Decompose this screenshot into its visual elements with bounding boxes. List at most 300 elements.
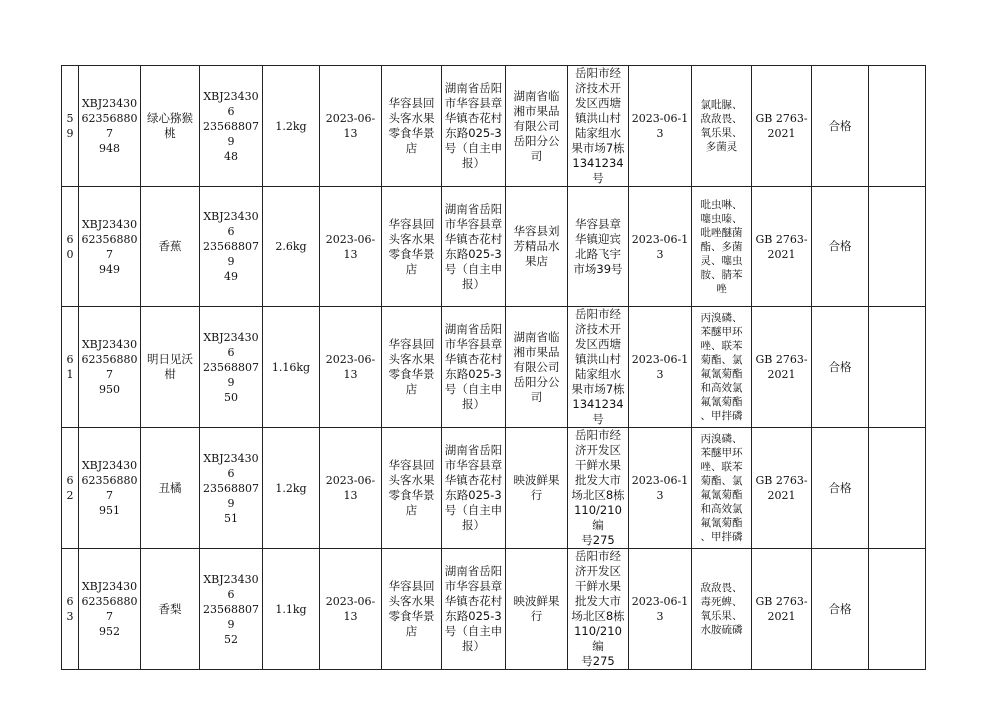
standard-cell-line: GB 2763-: [755, 112, 808, 125]
producer-address-cell-line: 岳阳市经: [575, 428, 621, 442]
sample-code-cell-line: XBJ23430: [81, 217, 138, 231]
producer-name-cell-line: 岳阳分公: [513, 374, 560, 389]
producer-name-cell-line: 有限公司: [513, 118, 560, 133]
seller-address-cell-line: 市华容县章: [444, 216, 503, 231]
sample-name-cell-lines: [143, 352, 197, 382]
sample-name-cell: [141, 66, 200, 187]
producer-address-cell: [568, 307, 629, 428]
report-code-cell-line: 51: [224, 511, 238, 525]
sample-code-cell-line: 951: [99, 504, 120, 517]
report-code-cell-line: XBJ234306: [203, 89, 259, 118]
producer-name-cell: [506, 428, 568, 549]
producer-address-cell-line: 济开发区: [575, 443, 621, 457]
sample-code-cell-lines: [81, 96, 138, 156]
sampling-date-cell-line: 2023-06-: [325, 595, 376, 608]
sample-name-cell-lines: [143, 602, 197, 617]
table-row: [62, 66, 926, 187]
sample-code-cell-line: 623568807: [81, 595, 138, 623]
seller-name-cell: [382, 549, 442, 670]
test-date-cell: 2023-06-13: [629, 549, 692, 670]
report-code-cell-line: 235688079: [203, 360, 259, 389]
producer-address-cell-lines: [570, 66, 626, 186]
table-body: [62, 66, 926, 670]
producer-address-cell-line: 110/210编: [574, 624, 622, 653]
standard-cell-lines: [754, 111, 809, 141]
test-items-cell: [692, 66, 752, 187]
report-code-cell-lines: [202, 89, 260, 164]
sampling-date-cell: [320, 187, 382, 307]
producer-name-cell: [506, 307, 568, 428]
sampling-date-cell-line: 2023-06-: [325, 112, 376, 125]
standard-cell-line: 2021: [767, 368, 796, 381]
producer-name-cell-line: 芳精品水: [513, 239, 560, 253]
test-items-cell-line: 灵、噻虫: [700, 254, 743, 267]
producer-address-cell-line: 北路飞宇: [575, 246, 621, 261]
sampling-date-cell-line: 13: [343, 489, 358, 502]
sample-code-cell-lines: [81, 458, 138, 518]
producer-name-cell-line: 司: [530, 389, 543, 404]
sample-name-cell-line: 香蕉: [158, 239, 182, 253]
standard-cell: [752, 428, 812, 549]
producer-name-cell-lines: [508, 330, 565, 405]
producer-address-cell-line: 场北区8栋: [571, 488, 625, 502]
report-code-cell-lines: [202, 330, 260, 405]
test-items-cell-line: 丙溴磷、: [700, 433, 743, 445]
test-items-cell-lines: [694, 98, 749, 154]
test-items-cell-line: 、甲拌磷: [700, 531, 743, 543]
result-cell: 合格: [812, 307, 869, 428]
producer-address-cell-line: 陆家组水: [575, 126, 621, 140]
standard-cell-lines: [754, 352, 809, 382]
seller-name-cell-line: 头客水果: [388, 352, 435, 366]
note-cell: [869, 307, 926, 428]
producer-name-cell-line: 行: [530, 488, 543, 502]
sample-name-cell-line: 明日见沃: [147, 352, 193, 366]
standard-cell: [752, 187, 812, 307]
producer-address-cell-line: 济技术开: [575, 81, 621, 95]
sample-name-cell-line: 绿心猕猴: [147, 111, 193, 125]
seller-address-cell-line: 市华容县章: [444, 96, 503, 110]
producer-address-cell-lines: [570, 217, 626, 277]
producer-name-cell-line: 映波鲜果: [513, 594, 560, 608]
test-items-cell-lines: [694, 432, 749, 544]
standard-cell-line: GB 2763-: [755, 595, 808, 608]
sample-code-cell-line: 623568807: [81, 353, 138, 381]
producer-name-cell-line: 岳阳分公: [513, 133, 560, 148]
sample-code-cell-line: 952: [99, 625, 120, 638]
producer-address-cell-line: 批发大市: [575, 594, 621, 608]
result-cell: 合格: [812, 187, 869, 307]
test-items-cell-line: 氧乐果、: [700, 610, 743, 622]
producer-name-cell: [506, 66, 568, 187]
sample-weight-cell: 1.1kg: [263, 549, 320, 670]
sample-code-cell: [79, 307, 141, 428]
report-code-cell-line: 235688079: [203, 240, 259, 268]
producer-address-cell-line: 华容县章: [575, 216, 621, 231]
producer-address-cell-line: 发区西塘: [575, 337, 621, 351]
sample-name-cell: [141, 307, 200, 428]
sample-code-cell-lines: [81, 337, 138, 397]
standard-cell-lines: [754, 594, 809, 624]
table-row: [62, 428, 926, 549]
test-items-cell-line: 酯、多菌: [700, 240, 743, 253]
sample-code-cell-line: XBJ23430: [81, 338, 138, 351]
test-items-cell-line: 敌敌畏、: [700, 582, 743, 594]
test-items-cell: [692, 549, 752, 670]
report-code-cell-line: XBJ234306: [203, 330, 259, 359]
seller-name-cell-lines: [384, 96, 439, 156]
producer-address-cell: [568, 428, 629, 549]
seller-address-cell-line: 华镇杏花村: [444, 594, 503, 608]
report-code-cell-lines: [202, 451, 260, 526]
seller-address-cell-line: 华镇杏花村: [444, 231, 503, 246]
test-date-cell: 2023-06-13: [629, 307, 692, 428]
seller-address-cell: [442, 187, 506, 307]
sampling-date-cell-line: 13: [343, 368, 358, 381]
note-cell: [869, 428, 926, 549]
producer-name-cell-line: 湖南省临: [513, 88, 560, 103]
test-items-cell-line: 氟氰菊酯: [700, 368, 743, 380]
sample-name-cell-line: 桃: [164, 126, 176, 140]
seller-name-cell-line: 零食华景: [388, 488, 435, 502]
producer-name-cell-lines: [508, 89, 565, 164]
seller-name-cell-lines: [384, 337, 439, 397]
producer-name-cell: [506, 187, 568, 307]
test-items-cell-lines: [694, 581, 749, 637]
row-number-cell: 61: [62, 307, 79, 428]
table-row: [62, 549, 926, 670]
seller-address-cell-line: 东路025-3: [445, 367, 502, 381]
producer-address-cell-line: 发区西塘: [575, 96, 621, 110]
standard-cell-line: 2021: [767, 127, 796, 140]
note-cell: [869, 187, 926, 307]
test-items-cell-line: 唑、联苯: [700, 461, 743, 473]
report-code-cell-line: 50: [224, 390, 238, 404]
seller-name-cell-line: 店: [405, 141, 418, 155]
seller-address-cell-lines: [444, 443, 503, 533]
report-code-cell: [200, 549, 263, 670]
producer-address-cell-lines: [570, 549, 626, 669]
report-code-cell: [200, 307, 263, 428]
standard-cell: [752, 549, 812, 670]
sample-name-cell: [141, 187, 200, 307]
report-code-cell: [200, 66, 263, 187]
standard-cell-lines: [754, 232, 809, 262]
test-items-cell: [692, 307, 752, 428]
seller-name-cell: [382, 307, 442, 428]
producer-name-cell-line: 湖南省临: [513, 329, 560, 344]
report-code-cell-line: 48: [224, 149, 238, 163]
seller-name-cell-line: 华容县回: [388, 216, 435, 231]
standard-cell-line: 2021: [767, 247, 796, 261]
test-items-cell-line: 氟氰菊酯: [700, 517, 743, 529]
producer-address-cell-line: 1341234号: [572, 397, 624, 426]
producer-name-cell-line: 映波鲜果: [513, 473, 560, 487]
sample-name-cell-lines: [143, 481, 197, 496]
test-items-cell: [692, 187, 752, 307]
producer-address-cell-line: 岳阳市经: [575, 66, 621, 80]
sample-code-cell: [79, 187, 141, 307]
sample-weight-cell: 1.2kg: [263, 66, 320, 187]
standard-cell-line: GB 2763-: [755, 353, 808, 366]
sampling-date-cell: [320, 66, 382, 187]
producer-address-cell: [568, 66, 629, 187]
seller-name-cell-line: 店: [405, 261, 418, 276]
sample-code-cell-line: 949: [99, 262, 120, 276]
seller-name-cell: [382, 66, 442, 187]
sample-name-cell-lines: [143, 239, 197, 254]
producer-address-cell-line: 批发大市: [575, 473, 621, 487]
seller-name-cell-line: 头客水果: [388, 473, 435, 487]
test-items-cell-line: 、甲拌磷: [700, 410, 743, 422]
seller-name-cell-line: 头客水果: [388, 231, 435, 246]
seller-address-cell-line: 号（自主申: [444, 261, 503, 276]
standard-cell: [752, 307, 812, 428]
note-cell: [869, 66, 926, 187]
producer-name-cell-line: 有限公司: [513, 359, 560, 374]
standard-cell-line: GB 2763-: [755, 474, 808, 487]
seller-address-cell-line: 报）: [462, 156, 485, 170]
sampling-date-cell-line: 2023-06-: [325, 232, 376, 246]
producer-address-cell-line: 号275: [581, 654, 615, 668]
seller-address-cell-line: 湖南省岳阳: [444, 443, 503, 457]
report-code-cell-line: XBJ234306: [203, 210, 259, 238]
test-items-cell-line: 苯醚甲环: [700, 447, 743, 459]
producer-address-cell-line: 陆家组水: [575, 367, 621, 381]
seller-name-cell: [382, 187, 442, 307]
producer-address-cell-lines: [570, 428, 626, 548]
sample-name-cell: [141, 428, 200, 549]
seller-address-cell-line: 报）: [462, 639, 485, 653]
seller-address-cell-line: 湖南省岳阳: [444, 322, 503, 336]
producer-name-cell-line: 湘市果品: [513, 103, 560, 118]
seller-address-cell-line: 报）: [462, 518, 485, 532]
seller-name-cell-line: 店: [405, 382, 418, 396]
report-code-cell-line: 49: [224, 270, 238, 283]
table-row: [62, 307, 926, 428]
test-items-cell: [692, 428, 752, 549]
seller-address-cell: [442, 307, 506, 428]
seller-name-cell-line: 零食华景: [388, 367, 435, 381]
producer-name-cell-lines: [508, 473, 565, 503]
seller-name-cell-lines: [384, 458, 439, 518]
sample-code-cell-line: 623568807: [81, 112, 138, 140]
seller-name-cell-line: 头客水果: [388, 111, 435, 125]
seller-address-cell-line: 号（自主申: [444, 624, 503, 638]
test-items-cell-line: 和高效氯: [700, 503, 743, 515]
producer-address-cell-line: 镇洪山村: [575, 352, 621, 366]
producer-address-cell-line: 110/210编: [574, 503, 622, 532]
standard-cell-line: GB 2763-: [755, 232, 808, 246]
sampling-date-cell-lines: [322, 111, 379, 141]
sample-code-cell-line: XBJ23430: [81, 580, 138, 593]
report-code-cell-lines: [202, 209, 260, 284]
seller-address-cell-line: 东路025-3: [445, 609, 502, 623]
report-code-cell-line: 235688079: [203, 481, 259, 510]
seller-name-cell-line: 零食华景: [388, 126, 435, 140]
seller-address-cell-lines: [444, 81, 503, 171]
seller-address-cell-line: 湖南省岳阳: [444, 201, 503, 216]
report-code-cell-line: XBJ234306: [203, 572, 259, 601]
producer-address-cell-line: 干鲜水果: [575, 579, 621, 593]
sample-code-cell: [79, 428, 141, 549]
sample-code-cell-line: XBJ23430: [81, 459, 138, 472]
test-items-cell-line: 氟氰菊酯: [700, 489, 743, 501]
sample-code-cell-line: 950: [99, 383, 120, 396]
test-items-cell-line: 氯吡脲、: [700, 99, 743, 111]
seller-name-cell-lines: [384, 217, 439, 277]
report-code-cell-lines: [202, 572, 260, 647]
test-items-cell-line: 胺、腈苯: [700, 268, 743, 281]
seller-address-cell-line: 市华容县章: [444, 458, 503, 472]
seller-address-cell-line: 东路025-3: [445, 488, 502, 502]
seller-address-cell-line: 号（自主申: [444, 382, 503, 396]
test-items-cell-line: 唑、联苯: [700, 340, 743, 352]
seller-address-cell-line: 号（自主申: [444, 141, 503, 155]
producer-address-cell: [568, 187, 629, 307]
producer-address-cell-line: 果市场7栋: [571, 141, 625, 155]
note-cell: [869, 549, 926, 670]
producer-name-cell-line: 华容县刘: [513, 224, 560, 238]
producer-address-cell: [568, 549, 629, 670]
seller-name-cell-lines: [384, 579, 439, 639]
producer-address-cell-line: 岳阳市经: [575, 549, 621, 563]
producer-name-cell-lines: [508, 594, 565, 624]
test-items-cell-line: 噻虫嗪、: [700, 212, 743, 225]
sample-name-cell-line: 香梨: [158, 601, 182, 616]
producer-address-cell-lines: [570, 307, 626, 427]
sample-code-cell-lines: [81, 217, 138, 277]
test-items-cell-line: 丙溴磷、: [700, 312, 743, 324]
producer-address-cell-line: 果市场7栋: [571, 382, 625, 396]
test-items-cell-line: 吡虫啉、: [700, 198, 743, 211]
seller-address-cell: [442, 549, 506, 670]
standard-cell-line: 2021: [767, 489, 796, 502]
sampling-date-cell: [320, 549, 382, 670]
sampling-date-cell-line: 13: [343, 127, 358, 140]
producer-address-cell-line: 镇洪山村: [575, 111, 621, 125]
sample-name-cell-line: 柑: [164, 367, 176, 381]
producer-address-cell-line: 华镇迎宾: [575, 231, 621, 246]
row-number-cell: 63: [62, 549, 79, 670]
result-cell: 合格: [812, 549, 869, 670]
test-items-cell-line: 敌敌畏、: [700, 113, 743, 125]
producer-name-cell-line: 果店: [525, 254, 548, 268]
row-number-cell: 62: [62, 428, 79, 549]
result-cell: 合格: [812, 66, 869, 187]
sample-code-cell-line: XBJ23430: [81, 97, 138, 110]
test-items-cell-lines: [694, 311, 749, 423]
producer-name-cell-line: 湘市果品: [513, 344, 560, 359]
seller-address-cell-line: 报）: [462, 397, 485, 411]
seller-address-cell-line: 报）: [462, 276, 485, 291]
seller-name-cell-line: 华容县回: [388, 337, 435, 351]
producer-address-cell-line: 1341234号: [572, 156, 624, 185]
seller-address-cell-lines: [444, 564, 503, 654]
sampling-date-cell-line: 2023-06-: [325, 474, 376, 487]
seller-address-cell-line: 华镇杏花村: [444, 473, 503, 487]
report-code-cell-line: 52: [224, 632, 238, 646]
producer-address-cell-line: 号275: [581, 533, 615, 547]
test-items-cell-line: 吡唑醚菌: [700, 226, 743, 239]
sample-name-cell-line: 丑橘: [158, 480, 182, 495]
test-items-cell-lines: [694, 198, 749, 296]
test-items-cell-line: 苯醚甲环: [700, 326, 743, 338]
seller-name-cell-line: 华容县回: [388, 579, 435, 593]
seller-address-cell-line: 湖南省岳阳: [444, 564, 503, 578]
test-items-cell-line: 多菌灵: [705, 141, 738, 153]
sample-weight-cell: 2.6kg: [263, 187, 320, 307]
sampling-date-cell-line: 2023-06-: [325, 353, 376, 366]
sampling-date-cell: [320, 428, 382, 549]
seller-name-cell: [382, 428, 442, 549]
seller-name-cell-line: 零食华景: [388, 609, 435, 623]
sample-code-cell: [79, 66, 141, 187]
sample-name-cell: [141, 549, 200, 670]
test-items-cell-line: 氧乐果、: [700, 127, 743, 139]
seller-address-cell-line: 东路025-3: [445, 126, 502, 140]
standard-cell: [752, 66, 812, 187]
seller-name-cell-line: 店: [405, 624, 418, 638]
producer-address-cell-line: 市场39号: [573, 261, 623, 276]
producer-address-cell-line: 岳阳市经: [575, 307, 621, 321]
report-code-cell: [200, 187, 263, 307]
producer-address-cell-line: 干鲜水果: [575, 458, 621, 472]
seller-address-cell-line: 号（自主申: [444, 503, 503, 517]
standard-cell-line: 2021: [767, 610, 796, 623]
report-code-cell-line: 235688079: [203, 602, 259, 631]
test-items-cell-line: 菊酯、氯: [700, 354, 743, 366]
seller-address-cell-line: 华镇杏花村: [444, 352, 503, 366]
producer-address-cell-line: 济开发区: [575, 564, 621, 578]
result-cell: 合格: [812, 428, 869, 549]
row-number-cell: 60: [62, 187, 79, 307]
seller-address-cell-line: 市华容县章: [444, 337, 503, 351]
producer-address-cell-line: 场北区8栋: [571, 609, 625, 623]
test-items-cell-line: 水胺硫磷: [700, 624, 743, 636]
seller-address-cell: [442, 428, 506, 549]
producer-address-cell-line: 济技术开: [575, 322, 621, 336]
standard-cell-lines: [754, 473, 809, 503]
seller-name-cell-line: 零食华景: [388, 246, 435, 261]
seller-address-cell-line: 东路025-3: [445, 246, 502, 261]
seller-name-cell-line: 华容县回: [388, 458, 435, 472]
seller-address-cell-lines: [444, 322, 503, 412]
report-code-cell-line: 235688079: [203, 119, 259, 148]
producer-name-cell-line: 行: [530, 609, 543, 623]
producer-name-cell: [506, 549, 568, 670]
test-items-cell-line: 菊酯、氯: [700, 475, 743, 487]
sampling-date-cell-lines: [322, 473, 379, 503]
sampling-date-cell: [320, 307, 382, 428]
report-code-cell: [200, 428, 263, 549]
test-date-cell: 2023-06-13: [629, 187, 692, 307]
sample-code-cell-line: 623568807: [81, 232, 138, 261]
test-date-cell: 2023-06-13: [629, 428, 692, 549]
sample-code-cell-lines: [81, 579, 138, 639]
seller-name-cell-line: 店: [405, 503, 418, 517]
seller-address-cell-line: 市华容县章: [444, 579, 503, 593]
seller-address-cell-lines: [444, 202, 503, 292]
test-items-cell-line: 毒死蜱、: [700, 596, 743, 608]
test-date-cell: 2023-06-13: [629, 66, 692, 187]
sample-code-cell-line: 623568807: [81, 474, 138, 502]
sampling-date-cell-lines: [322, 594, 379, 624]
sampling-date-cell-line: 13: [343, 247, 358, 261]
test-items-cell-line: 和高效氯: [700, 382, 743, 394]
report-code-cell-line: XBJ234306: [203, 451, 259, 480]
producer-name-cell-line: 司: [530, 148, 543, 163]
